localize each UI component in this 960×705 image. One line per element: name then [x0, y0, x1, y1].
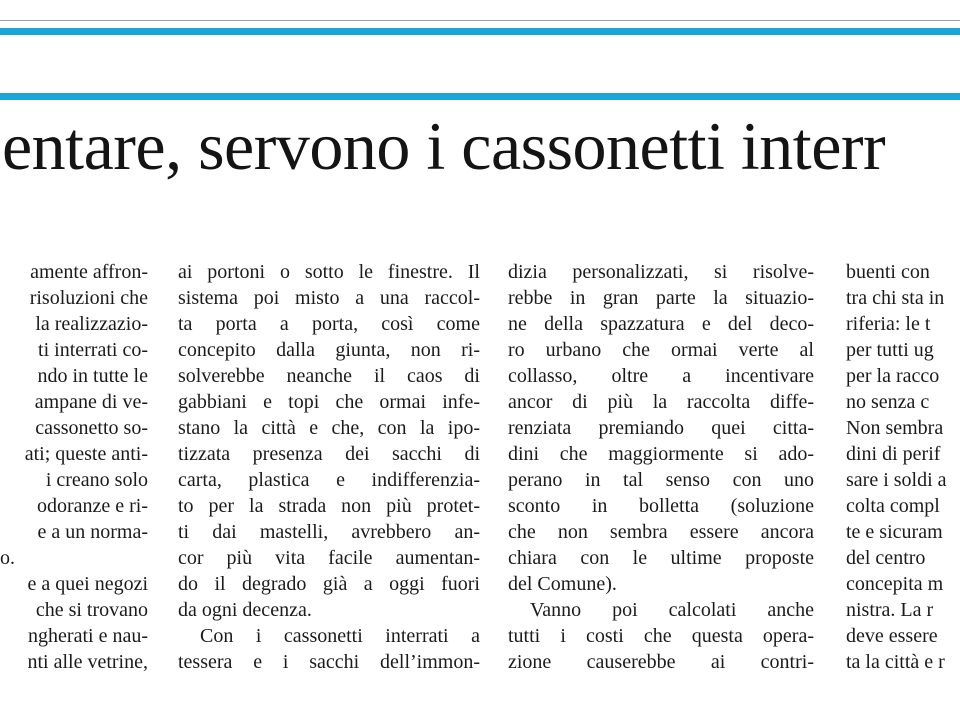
text-line: amente affron- — [30, 261, 148, 283]
text-line: tra chi sta in — [846, 287, 945, 309]
text-line: colta compl — [846, 495, 940, 517]
text-line: Con i cassonetti interrati a — [200, 625, 480, 647]
text-line: ro urbano che ormai verte al — [508, 339, 814, 361]
text-line: sconto in bolletta (soluzione — [508, 495, 814, 517]
text-line: ne della spazzatura e del deco- — [508, 313, 814, 335]
text-line: da ogni decenza. — [178, 599, 312, 621]
text-line: ti dai mastelli, avrebbero an- — [178, 521, 480, 543]
text-line: ndo in tutte le — [37, 365, 148, 387]
text-line: e a quei negozi — [27, 573, 148, 595]
text-line: chiara con le ultime proposte — [508, 547, 814, 569]
text-line: odoranze e ri- — [36, 495, 148, 517]
text-line: do il degrado già a oggi fuori — [178, 573, 480, 595]
text-line: stano la città e che, con la ipo- — [178, 417, 480, 439]
text-line: del Comune). — [508, 573, 617, 595]
top-rule — [0, 20, 960, 21]
text-line: te e sicuram — [846, 521, 943, 543]
text-line: dizia personalizzati, si risolve- — [508, 261, 814, 283]
text-line: ti interrati co- — [38, 339, 148, 361]
text-line: deve essere — [846, 625, 938, 647]
text-line: ancor di più la raccolta diffe- — [508, 391, 814, 413]
text-line: rebbe in gran parte la situazio- — [508, 287, 814, 309]
text-line: ati; queste anti- — [24, 443, 148, 465]
text-line: ta porta a porta, così come — [178, 313, 480, 335]
text-line: carta, plastica e indifferenzia- — [178, 469, 480, 491]
text-line: zione causerebbe ai contri- — [508, 651, 814, 673]
text-line: cor più vita facile aumentan- — [178, 547, 480, 569]
text-line: ngherati e nau- — [28, 625, 148, 647]
text-line: o. — [0, 547, 15, 569]
article-column-3 — [508, 259, 814, 699]
article-column-4 — [846, 259, 960, 699]
text-line: ta la città e r — [846, 651, 945, 673]
text-line: ai portoni o sotto le finestre. Il — [178, 261, 480, 283]
text-line: tizzata presenza dei sacchi di — [178, 443, 480, 465]
text-line: no senza c — [846, 391, 930, 413]
text-line: riferia: le t — [846, 313, 931, 335]
text-line: buenti con — [846, 261, 930, 283]
text-line: gabbiani e topi che ormai infe- — [178, 391, 480, 413]
text-line: perano in tal senso con uno — [508, 469, 814, 491]
text-line: sare i soldi a — [846, 469, 947, 491]
text-line: ampane di ve- — [34, 391, 148, 413]
text-line: nti alle vetrine, — [27, 651, 148, 673]
text-line: del centro — [846, 547, 926, 569]
text-line: solverebbe neanche il caos di — [178, 365, 480, 387]
text-line: Non sembra — [846, 417, 944, 439]
text-line: e a un norma- — [37, 521, 148, 543]
text-line: risoluzioni che — [29, 287, 148, 309]
text-line: concepita m — [846, 573, 944, 595]
text-line: collasso, oltre a incentivare — [508, 365, 814, 387]
text-line: tessera e i sacchi dell’immon- — [178, 651, 480, 673]
text-line: cassonetto so- — [35, 417, 148, 439]
text-line: che si trovano — [35, 599, 148, 621]
text-line: la realizzazio- — [35, 313, 148, 335]
text-line: Vanno poi calcolati anche — [530, 599, 814, 621]
text-line: sistema poi misto a una raccol- — [178, 287, 480, 309]
accent-band-top — [0, 28, 960, 35]
text-line: dini che maggiormente si ado- — [508, 443, 814, 465]
text-line: che non sembra essere ancora — [508, 521, 814, 543]
text-line: to per la strada non più protet- — [178, 495, 480, 517]
article-column-2 — [178, 259, 480, 699]
text-line: per tutti ug — [846, 339, 934, 361]
text-line: renziata premiando quei citta- — [508, 417, 814, 439]
text-line: nistra. La r — [846, 599, 934, 621]
text-line: i creano solo — [45, 469, 148, 491]
text-line: dini di perif — [846, 443, 941, 465]
text-line: tutti i costi che questa opera- — [508, 625, 814, 647]
text-line: concepito dalla giunta, non ri- — [178, 339, 480, 361]
text-line: per la racco — [846, 365, 940, 387]
article-headline: entare, servono i cassonetti interr — [2, 108, 886, 184]
article-column-1 — [0, 259, 148, 699]
